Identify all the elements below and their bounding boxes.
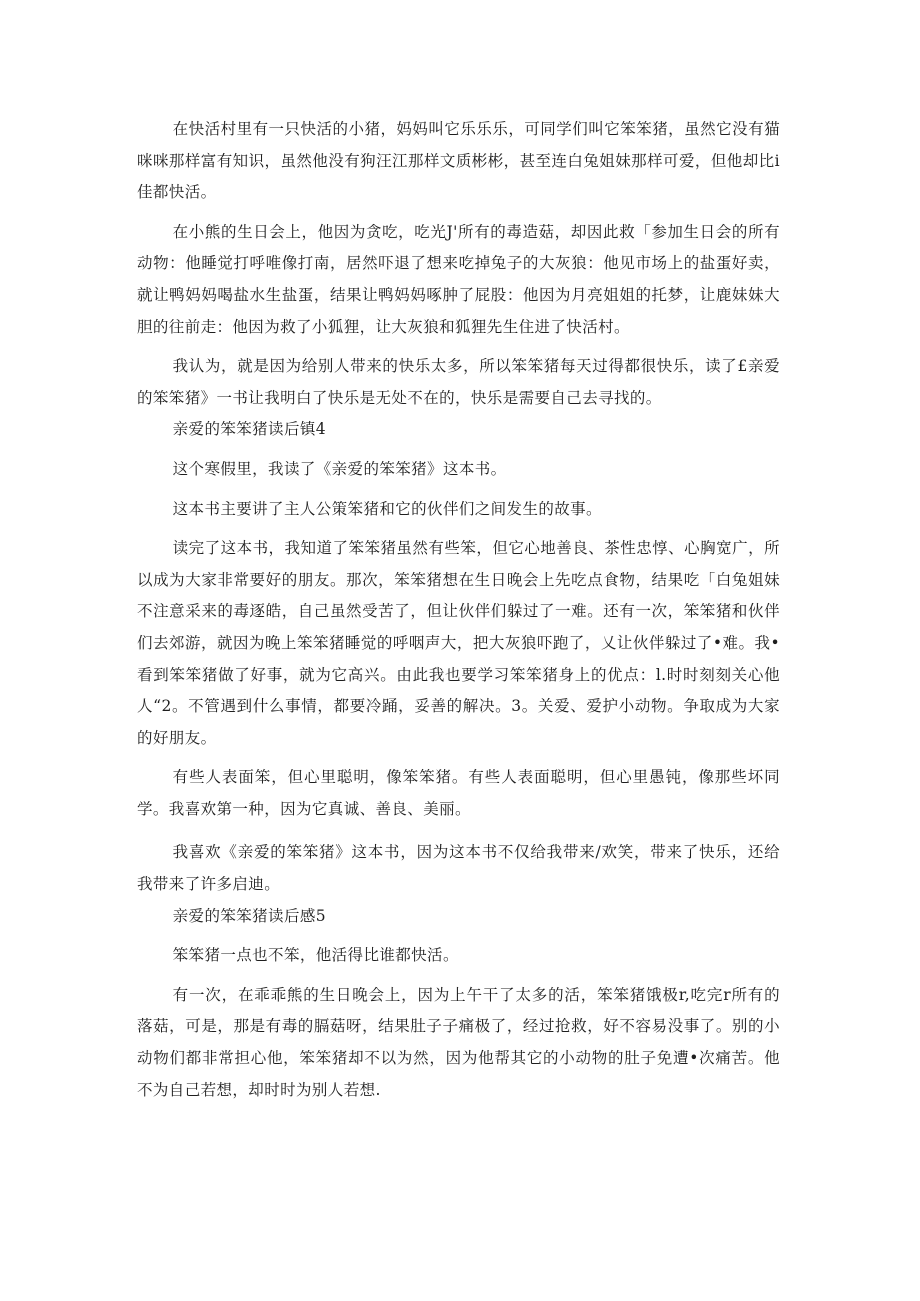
section-heading-5: 亲爱的笨笨猪读后感5: [172, 906, 327, 925]
paragraph-winter-vacation: 这个寒假里，我读了《亲爱的笨笨猪》这本书。: [172, 459, 507, 478]
paragraph-conclusion: 我认为，就是因为给别人带来的快乐太多，所以笨笨猪每天过得都很快乐，读了£亲爱的笨笨猪》一书让我明白了快乐是无处不在的，快乐是需要自己去寻找的。: [137, 357, 780, 407]
paragraph-people-types: 有些人表面笨，但心里聪明，像笨笨猪。有些人表面聪明，但心里愚钝，像那些坏同学。我喜欢第一种，因为它真诚、善良、美丽。: [137, 768, 780, 818]
paragraph-birthday-party: 在小熊的生日会上，他因为贪吃，吃光J'所有的毒造菇，却因此救「参加生日会的所有动物：他睡觉打呼唯像打南，居然吓退了想来吃掉兔子的大灰狼：他见市场上的盐蛋好卖，就让鸭妈妈喝盐水生盐蛋，结果让鸭妈妈啄肿了屁股：他因为月亮姐姐的托梦，让鹿妹妹大胆的往前走：他因为救了小狐狸，让大灰狼和狐狸先生住进了快活村。: [137, 222, 780, 336]
paragraph-book-summary: 这本书主要讲了主人公策笨猪和它的伙伴们之间发生的故事。: [172, 499, 602, 518]
paragraph-once: 有一次，在乖乖熊的生日晚会上，因为上午干了太多的活，笨笨猪饿极r,吃完r所有的落菇，可是，那是有毒的膈菇呀，结果肚子子痛极了，经过抢救，好不容易没事了。别的小动物们都非常担心他，笨笨猪却不以为然，因为他帮其它的小动物的肚子免遭•次痛苦。他不为自己若想，却时时为别人若想.: [137, 985, 780, 1099]
section-heading-4: 亲爱的笨笨猪读后镇4: [172, 420, 327, 439]
paragraph-intro: 在快活村里有一只快活的小猪，妈妈叫它乐乐乐，可同学们叫它笨笨猪，虽然它没有猫咪咪那样富有知识，虽然他没有狗汪江那样文质彬彬，甚至连白兔姐妹那样可爱，但他却比i佳都快活。: [137, 120, 780, 202]
paragraph-after-reading: 读完了这本书，我知道了笨笨猪虽然有些笨，但它心地善良、茶性忠惇、心胸宽广，所以成为大家非常要好的朋友。那次，笨笨猪想在生日晚会上先吃点食物，结果吃「白兔姐妹不注意采来的毒逐皓，自己虽然受苦了，但让伙伴们躲过了一难。还有一次，笨笨猪和伙伴们去郊游，就因为晚上笨笨猪睡觉的呼咽声大，把大灰狼吓跑了，乂让伙伴躲过了•难。我•看到笨笨猪做了好事，就为它高兴。由此我也要学习笨笨猪身上的优点：l.时时刻刻关心他人“2。不管遇到什么事情，都要冷踊，妥善的解决。3。关爱、爱护小动物。争取成为大家的好朋友。: [137, 539, 780, 747]
paragraph-i-like-book: 我喜欢《亲爱的笨笨猪》这本书，因为这本书不仅给我带来/欢笑，带来了快乐，还给我带来了许多启迪。: [137, 843, 780, 894]
paragraph-not-stupid: 笨笨猪一点也不笨，他活得比谁都快活。: [172, 946, 459, 965]
document-body: [137, 114, 780, 1106]
